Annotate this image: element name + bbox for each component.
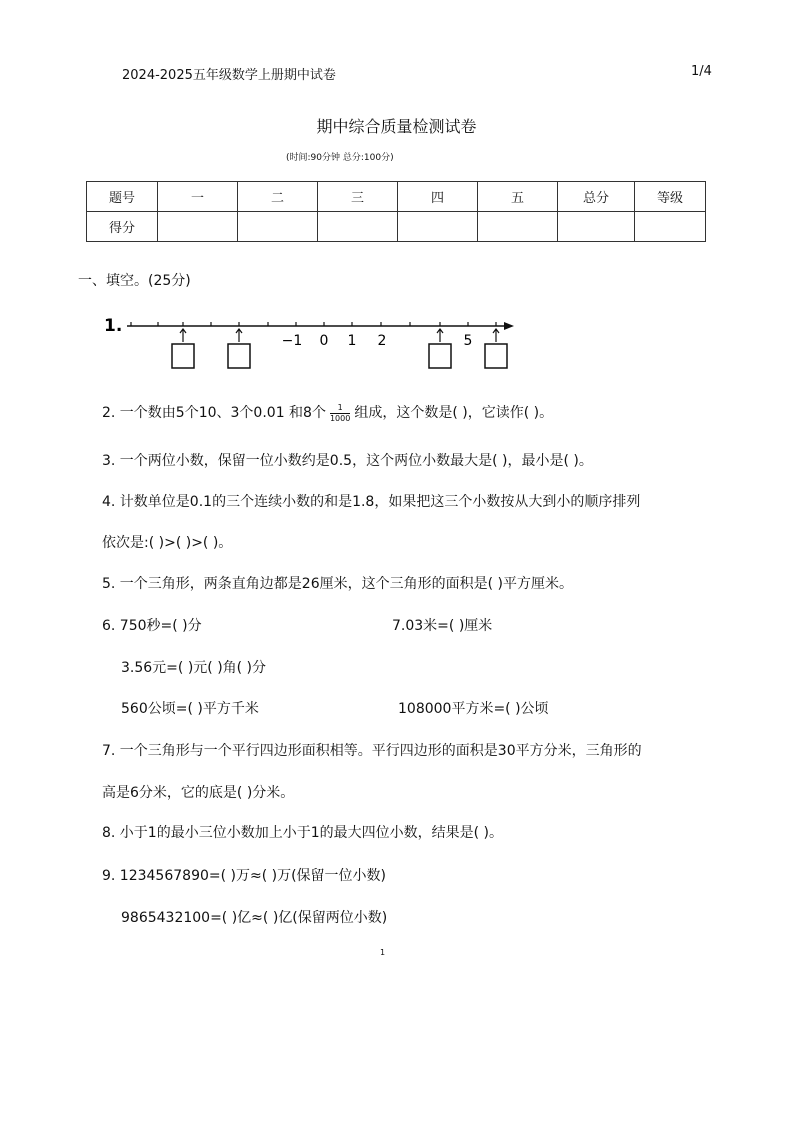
fraction [330,403,350,424]
document-header-title: 2024-2025五年级数学上册期中试卷 [122,68,336,83]
score-table-score-row [87,212,706,242]
score-table-header-cell: 四 [398,182,478,212]
score-table-header-cell: 五 [478,182,558,212]
score-cell[interactable] [558,212,635,242]
score-cell[interactable] [318,212,398,242]
score-cell[interactable] [398,212,478,242]
tick-label: 5 [463,333,473,349]
question-2-text-a: 2. 一个数由5个10、3个0.01 和8个 [102,405,326,421]
tick-label: −1 [281,333,303,349]
tick-label: 0 [319,333,329,349]
score-table-header-cell: 总分 [558,182,635,212]
question-7-line-1: 7. 一个三角形与一个平行四边形面积相等。平行四边形的面积是30平方分米，三角形的 [102,743,642,759]
number-line-tick-labels [282,333,473,349]
score-row-label: 得分 [87,212,158,242]
question-9-line-2: 9865432100=( )亿≈( )亿(保留两位小数) [121,910,388,926]
answer-box[interactable] [228,344,250,368]
question-4-line-2: 依次是:( )>( )>( )。 [102,535,233,551]
score-cell[interactable] [635,212,706,242]
answer-markers [172,329,507,368]
question-2-text-b: 组成，这个数是( )，它读作( )。 [354,405,554,421]
score-cell[interactable] [238,212,318,242]
fraction-numerator: 1 [330,403,350,414]
exam-subtitle: (时间:90分钟 总分:100分) [286,153,394,163]
page-number: 1 [380,948,386,957]
answer-box[interactable] [429,344,451,368]
tick-label: 2 [377,333,387,349]
question-9-line-1: 9. 1234567890=( )万≈( )万(保留一位小数) [102,868,387,884]
question-2 [102,402,553,424]
question-3: 3. 一个两位小数，保留一位小数约是0.5，这个两位小数最大是( )，最小是( )。 [102,453,593,469]
score-cell[interactable] [158,212,238,242]
fraction-denominator: 1000 [329,413,351,423]
question-8: 8. 小于1的最小三位小数加上小于1的最大四位小数，结果是( )。 [102,825,503,841]
answer-box[interactable] [485,344,507,368]
question-6-part-e: 108000平方米=( )公顷 [398,701,549,717]
question-6-part-d: 560公顷=( )平方千米 [121,701,259,717]
exam-title: 期中综合质量检测试卷 [316,117,477,136]
score-cell[interactable] [478,212,558,242]
score-table-header-cell: 题号 [87,182,158,212]
page-count: 1/4 [691,64,712,79]
score-table-header-row [87,182,706,212]
question-6-part-a: 6. 750秒=( )分 [102,618,202,634]
score-table [86,181,706,242]
answer-box[interactable] [172,344,194,368]
section-title: 一、填空。(25分) [78,273,191,289]
score-table-header-cell: 一 [158,182,238,212]
score-table-header-cell: 三 [318,182,398,212]
number-line-label: 1. [104,316,123,336]
question-6-part-c: 3.56元=( )元( )角( )分 [121,660,267,676]
question-4-line-1: 4. 计数单位是0.1的三个连续小数的和是1.8，如果把这三个小数按从大到小的顺序排列 [102,494,641,510]
tick-label: 1 [347,333,357,349]
question-7-line-2: 高是6分米，它的底是( )分米。 [102,785,295,801]
score-table-header-cell: 等级 [635,182,706,212]
question-6-part-b: 7.03米=( )厘米 [392,618,493,634]
number-line [100,308,525,378]
number-line-arrowhead [504,322,514,330]
score-table-header-cell: 二 [238,182,318,212]
question-5: 5. 一个三角形，两条直角边都是26厘米，这个三角形的面积是( )平方厘米。 [102,576,573,592]
